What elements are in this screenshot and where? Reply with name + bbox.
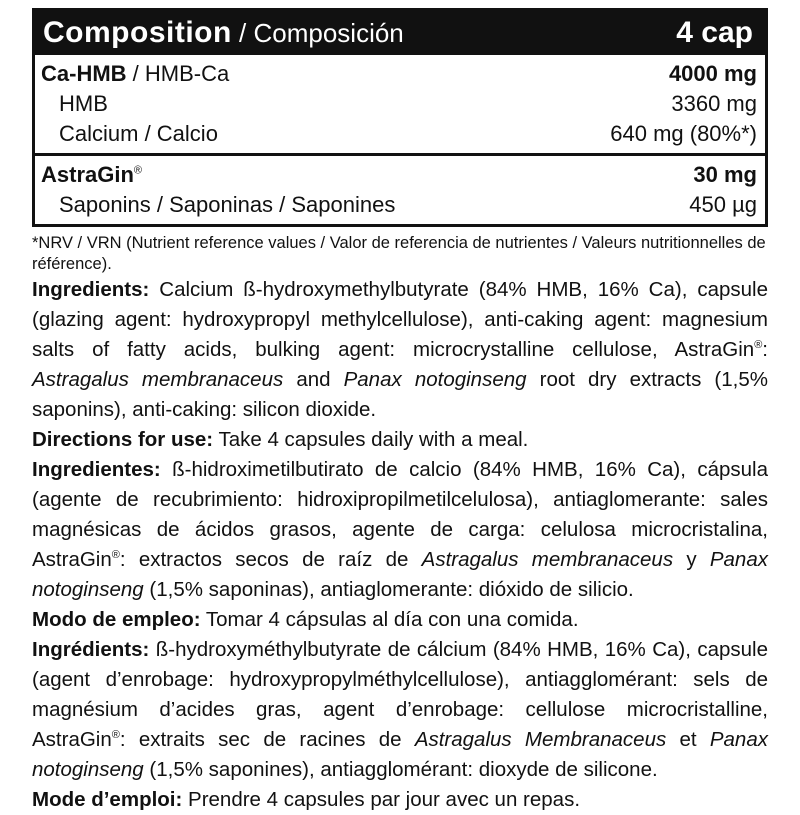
species-name: Panax notoginseng [32, 548, 768, 601]
directions-fr [32, 785, 768, 815]
species-name: Astragalus membranaceus [421, 548, 674, 571]
ingredients-text: Calcium ß-hydroxymethylbutyrate (84% HMB, 16% Ca), capsule (glazing agent: hydroxypropyl methylcellulose), anti-caking agent: magnesium salts of fatty acids, bulking agent: microcrystalline cellulose, AstraGin [32, 278, 768, 361]
composition-table [32, 8, 768, 227]
species-name: Panax notoginseng [343, 368, 527, 391]
directions-en [32, 425, 768, 455]
conjunction: and [283, 368, 344, 391]
ingredient-name: Ca-HMB [41, 61, 127, 86]
ingredient-amount: 30 mg [693, 162, 757, 187]
directions-label: Directions for use: [32, 428, 214, 451]
ingredients-en [32, 275, 768, 425]
table-title: Composition / Composición [43, 16, 404, 49]
ingredients-fr [32, 635, 768, 785]
ingredient-name: Calcium / Calcio [59, 121, 218, 146]
registered-mark: ® [111, 729, 120, 742]
table-row [41, 190, 757, 220]
species-name: Astragalus membranaceus [32, 368, 284, 391]
table-header [35, 11, 765, 55]
registered-mark: ® [111, 549, 120, 562]
ingredients-label: Ingrédients: [32, 638, 150, 661]
ingredient-alt-name: HMB-Ca [144, 61, 230, 86]
ingredients-es [32, 455, 768, 605]
ingredients-text: : extraits sec de racines de [119, 728, 415, 751]
conjunction: y [673, 548, 710, 571]
directions-label: Mode d’emploi: [32, 788, 183, 811]
directions-label: Modo de empleo: [32, 608, 201, 631]
species-name: Panax notoginseng [32, 728, 768, 781]
table-row [41, 160, 757, 190]
directions-text: Take 4 capsules daily with a meal. [213, 428, 529, 451]
ingredients-text: : extractos secos de raíz de [119, 548, 422, 571]
conjunction: et [666, 728, 710, 751]
ingredients-text: (1,5% saponines), antiagglomérant: dioxyde de silicone. [143, 758, 658, 781]
group-astragin [35, 156, 765, 224]
ingredient-amount: 3360 mg [671, 91, 757, 116]
table-row [41, 89, 757, 119]
ingredients-text: ß-hydroxyméthylbutyrate de cálcium (84% HMB, 16% Ca), capsule (agent d’enrobage: hydroxypropylméthylcellulose), antiagglomérant: sels de magnésium d’acides gras, agent d’enrobage: cellulose microcristalline, AstraGin [32, 638, 768, 751]
ingredient-name: HMB [59, 91, 108, 116]
ingredient-amount: 450 µg [689, 192, 757, 217]
ingredients-text: ß-hidroximetilbutirato de calcio (84% HMB, 16% Ca), cápsula (agente de recubrimiento: hidroxipropilmetilcelulosa), antiaglomerante: sales magnésicas de ácidos grasos, agente de carga: celulosa microcristalina, AstraGin [32, 458, 768, 571]
supplement-label [32, 8, 768, 815]
ingredient-amount: 640 mg (80%*) [610, 121, 757, 146]
registered-mark: ® [133, 164, 143, 177]
ingredients-text: : [762, 338, 768, 361]
group-ca-hmb [35, 55, 765, 156]
ingredient-name: AstraGin [41, 162, 134, 187]
ingredients-label: Ingredientes: [32, 458, 161, 481]
serving-size: 4 cap [676, 16, 753, 49]
directions-text: Prendre 4 capsules par jour avec un repas. [182, 788, 581, 811]
registered-mark: ® [754, 339, 763, 352]
table-subtitle: Composición [253, 18, 404, 48]
footnote: *NRV / VRN (Nutrient reference values / Valor de referencia de nutrientes / Valeurs nutritionnelles de référence). [32, 234, 766, 273]
directions-es [32, 605, 768, 635]
ingredients-text: (1,5% saponinas), antiaglomerante: dióxido de silicio. [143, 578, 634, 601]
ingredient-name: Saponins / Saponinas / Saponines [59, 192, 396, 217]
table-row [41, 119, 757, 149]
ingredients-text: root dry extracts (1,5% saponins), anti-caking: silicon dioxide. [32, 368, 768, 421]
species-name: Astragalus Membranaceus [414, 728, 667, 751]
ingredient-amount: 4000 mg [668, 61, 757, 86]
table-row: Ca-HMB / HMB-Ca 4000 mg [41, 59, 757, 89]
ingredients-label: Ingredients: [32, 278, 150, 301]
directions-text: Tomar 4 cápsulas al día con una comida. [200, 608, 579, 631]
